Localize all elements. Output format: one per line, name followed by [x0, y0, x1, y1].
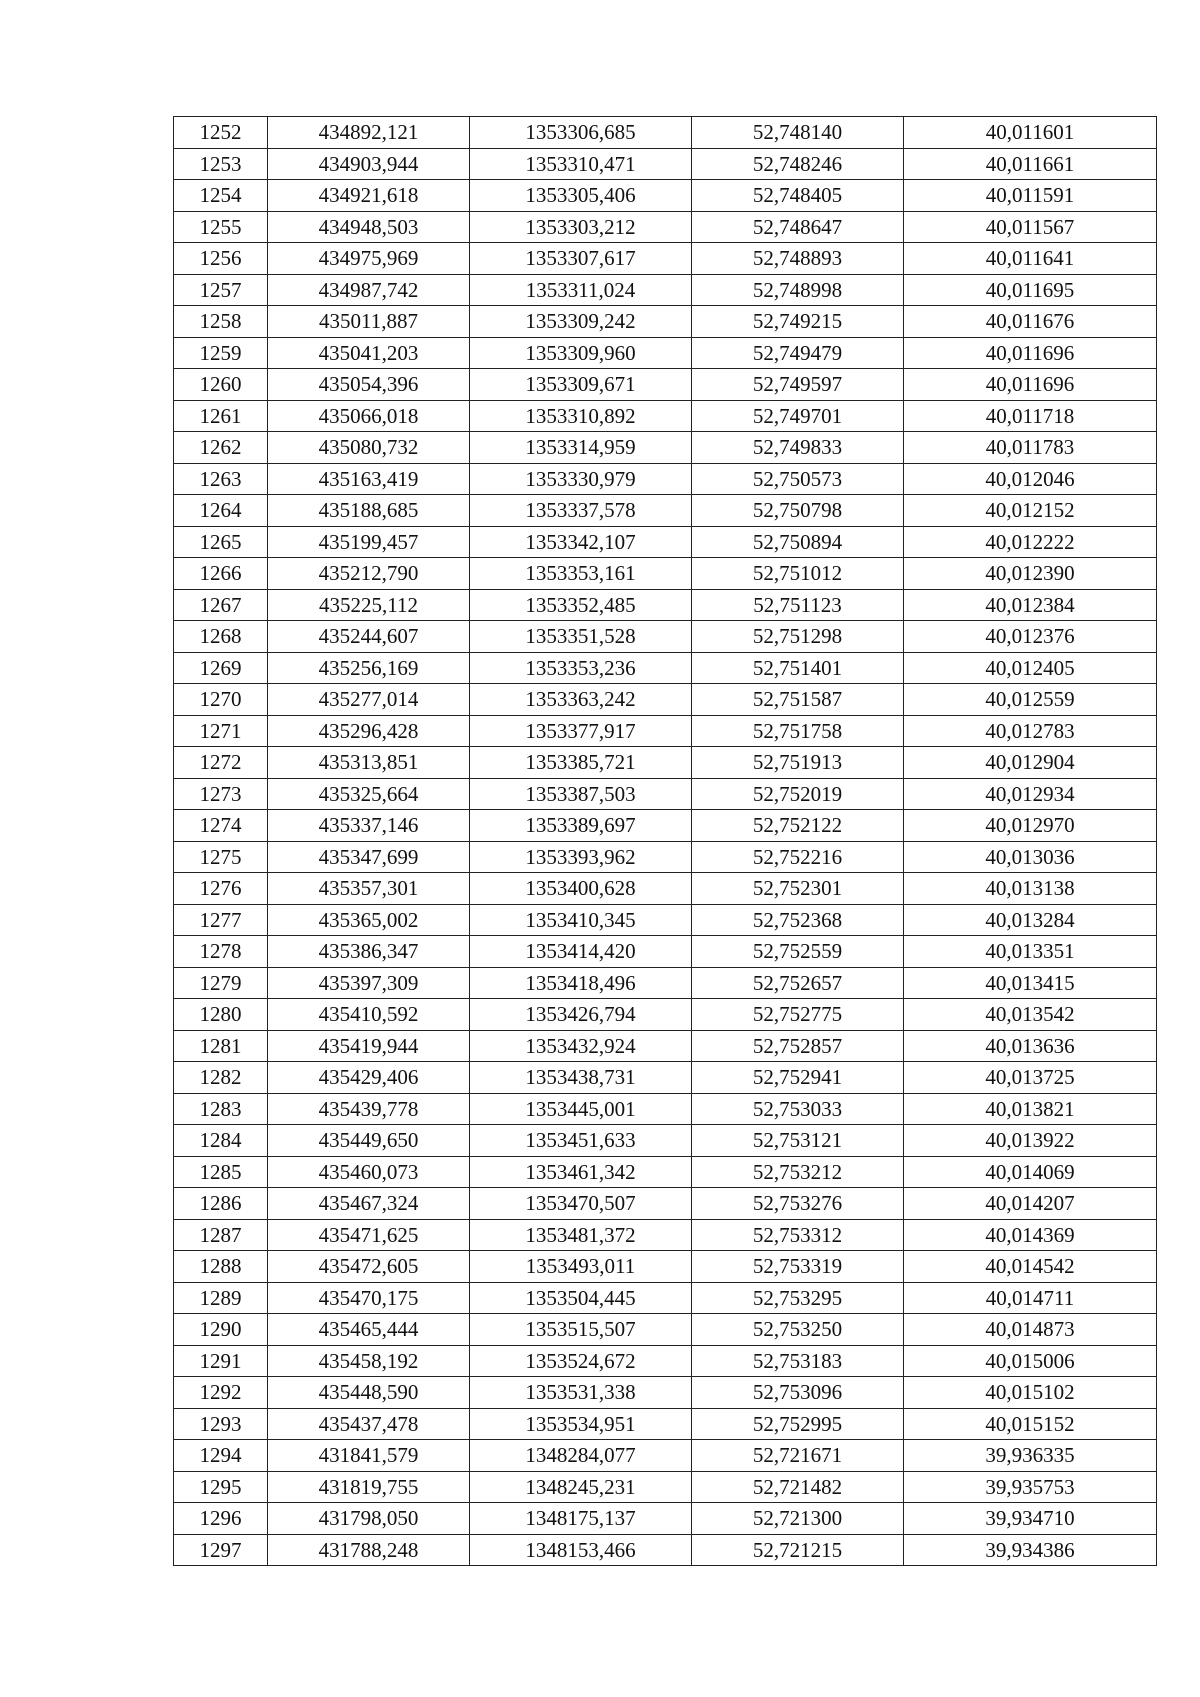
y-coordinate-cell: 1353387,503 [470, 778, 692, 810]
table-row [174, 1440, 1157, 1472]
longitude-cell: 40,012559 [904, 684, 1157, 716]
latitude-cell: 52,752301 [692, 873, 904, 905]
x-coordinate-cell: 435470,175 [268, 1282, 470, 1314]
longitude-cell: 40,011661 [904, 148, 1157, 180]
longitude-cell: 39,934386 [904, 1534, 1157, 1566]
point-number-cell: 1278 [174, 936, 268, 968]
x-coordinate-cell: 435465,444 [268, 1314, 470, 1346]
table-row [174, 1188, 1157, 1220]
latitude-cell: 52,753250 [692, 1314, 904, 1346]
x-coordinate-cell: 435429,406 [268, 1062, 470, 1094]
point-number-cell: 1263 [174, 463, 268, 495]
x-coordinate-cell: 435437,478 [268, 1408, 470, 1440]
x-coordinate-cell: 431841,579 [268, 1440, 470, 1472]
x-coordinate-cell: 435054,396 [268, 369, 470, 401]
y-coordinate-cell: 1353534,951 [470, 1408, 692, 1440]
table-row [174, 684, 1157, 716]
x-coordinate-cell: 434892,121 [268, 117, 470, 149]
point-number-cell: 1255 [174, 211, 268, 243]
table-row [174, 810, 1157, 842]
table-row [174, 1062, 1157, 1094]
y-coordinate-cell: 1353309,960 [470, 337, 692, 369]
point-number-cell: 1259 [174, 337, 268, 369]
table-row [174, 778, 1157, 810]
longitude-cell: 40,014369 [904, 1219, 1157, 1251]
longitude-cell: 40,014542 [904, 1251, 1157, 1283]
point-number-cell: 1292 [174, 1377, 268, 1409]
latitude-cell: 52,752368 [692, 904, 904, 936]
longitude-cell: 40,013036 [904, 841, 1157, 873]
table-row [174, 211, 1157, 243]
table-row [174, 337, 1157, 369]
table-row [174, 904, 1157, 936]
x-coordinate-cell: 435439,778 [268, 1093, 470, 1125]
latitude-cell: 52,753312 [692, 1219, 904, 1251]
longitude-cell: 40,012934 [904, 778, 1157, 810]
table-row [174, 621, 1157, 653]
longitude-cell: 40,013636 [904, 1030, 1157, 1062]
latitude-cell: 52,753096 [692, 1377, 904, 1409]
latitude-cell: 52,749215 [692, 306, 904, 338]
latitude-cell: 52,752657 [692, 967, 904, 999]
point-number-cell: 1262 [174, 432, 268, 464]
y-coordinate-cell: 1353307,617 [470, 243, 692, 275]
y-coordinate-cell: 1353310,471 [470, 148, 692, 180]
longitude-cell: 40,013351 [904, 936, 1157, 968]
point-number-cell: 1279 [174, 967, 268, 999]
x-coordinate-cell: 435041,203 [268, 337, 470, 369]
table-row [174, 180, 1157, 212]
point-number-cell: 1284 [174, 1125, 268, 1157]
x-coordinate-cell: 435163,419 [268, 463, 470, 495]
longitude-cell: 40,015152 [904, 1408, 1157, 1440]
table-row [174, 1408, 1157, 1440]
x-coordinate-cell: 435386,347 [268, 936, 470, 968]
point-number-cell: 1260 [174, 369, 268, 401]
x-coordinate-cell: 435419,944 [268, 1030, 470, 1062]
table-row [174, 369, 1157, 401]
y-coordinate-cell: 1353363,242 [470, 684, 692, 716]
point-number-cell: 1268 [174, 621, 268, 653]
table-row [174, 1345, 1157, 1377]
y-coordinate-cell: 1353432,924 [470, 1030, 692, 1062]
latitude-cell: 52,752216 [692, 841, 904, 873]
point-number-cell: 1275 [174, 841, 268, 873]
y-coordinate-cell: 1353311,024 [470, 274, 692, 306]
latitude-cell: 52,753033 [692, 1093, 904, 1125]
x-coordinate-cell: 435188,685 [268, 495, 470, 527]
y-coordinate-cell: 1353410,345 [470, 904, 692, 936]
x-coordinate-cell: 435397,309 [268, 967, 470, 999]
latitude-cell: 52,752941 [692, 1062, 904, 1094]
point-number-cell: 1252 [174, 117, 268, 149]
point-number-cell: 1274 [174, 810, 268, 842]
point-number-cell: 1280 [174, 999, 268, 1031]
longitude-cell: 40,011718 [904, 400, 1157, 432]
longitude-cell: 40,011696 [904, 337, 1157, 369]
x-coordinate-cell: 431819,755 [268, 1471, 470, 1503]
table-row [174, 1156, 1157, 1188]
y-coordinate-cell: 1348284,077 [470, 1440, 692, 1472]
y-coordinate-cell: 1353330,979 [470, 463, 692, 495]
x-coordinate-cell: 435066,018 [268, 400, 470, 432]
y-coordinate-cell: 1353481,372 [470, 1219, 692, 1251]
point-number-cell: 1258 [174, 306, 268, 338]
latitude-cell: 52,753319 [692, 1251, 904, 1283]
latitude-cell: 52,753121 [692, 1125, 904, 1157]
x-coordinate-cell: 435365,002 [268, 904, 470, 936]
point-number-cell: 1264 [174, 495, 268, 527]
point-number-cell: 1293 [174, 1408, 268, 1440]
latitude-cell: 52,749479 [692, 337, 904, 369]
y-coordinate-cell: 1353493,011 [470, 1251, 692, 1283]
y-coordinate-cell: 1353337,578 [470, 495, 692, 527]
latitude-cell: 52,752019 [692, 778, 904, 810]
longitude-cell: 40,013922 [904, 1125, 1157, 1157]
latitude-cell: 52,721215 [692, 1534, 904, 1566]
x-coordinate-cell: 431798,050 [268, 1503, 470, 1535]
y-coordinate-cell: 1353445,001 [470, 1093, 692, 1125]
table-row [174, 589, 1157, 621]
table-row [174, 652, 1157, 684]
y-coordinate-cell: 1353400,628 [470, 873, 692, 905]
longitude-cell: 40,013725 [904, 1062, 1157, 1094]
point-number-cell: 1295 [174, 1471, 268, 1503]
longitude-cell: 40,013542 [904, 999, 1157, 1031]
x-coordinate-cell: 434975,969 [268, 243, 470, 275]
table-row [174, 1503, 1157, 1535]
y-coordinate-cell: 1353309,242 [470, 306, 692, 338]
point-number-cell: 1253 [174, 148, 268, 180]
latitude-cell: 52,752995 [692, 1408, 904, 1440]
longitude-cell: 40,012384 [904, 589, 1157, 621]
table-row [174, 526, 1157, 558]
table-row [174, 243, 1157, 275]
point-number-cell: 1267 [174, 589, 268, 621]
y-coordinate-cell: 1348245,231 [470, 1471, 692, 1503]
longitude-cell: 40,011676 [904, 306, 1157, 338]
y-coordinate-cell: 1353353,161 [470, 558, 692, 590]
longitude-cell: 40,012405 [904, 652, 1157, 684]
table-row [174, 1377, 1157, 1409]
y-coordinate-cell: 1353418,496 [470, 967, 692, 999]
table-row [174, 1282, 1157, 1314]
latitude-cell: 52,721671 [692, 1440, 904, 1472]
y-coordinate-cell: 1353377,917 [470, 715, 692, 747]
coordinates-table [173, 116, 1157, 1566]
longitude-cell: 40,012904 [904, 747, 1157, 779]
table-row [174, 1093, 1157, 1125]
x-coordinate-cell: 435277,014 [268, 684, 470, 716]
latitude-cell: 52,751587 [692, 684, 904, 716]
x-coordinate-cell: 435244,607 [268, 621, 470, 653]
x-coordinate-cell: 435471,625 [268, 1219, 470, 1251]
longitude-cell: 40,012783 [904, 715, 1157, 747]
point-number-cell: 1270 [174, 684, 268, 716]
longitude-cell: 40,012376 [904, 621, 1157, 653]
latitude-cell: 52,748647 [692, 211, 904, 243]
x-coordinate-cell: 431788,248 [268, 1534, 470, 1566]
y-coordinate-cell: 1353353,236 [470, 652, 692, 684]
point-number-cell: 1271 [174, 715, 268, 747]
x-coordinate-cell: 435449,650 [268, 1125, 470, 1157]
point-number-cell: 1288 [174, 1251, 268, 1283]
point-number-cell: 1261 [174, 400, 268, 432]
point-number-cell: 1273 [174, 778, 268, 810]
y-coordinate-cell: 1353310,892 [470, 400, 692, 432]
point-number-cell: 1276 [174, 873, 268, 905]
point-number-cell: 1283 [174, 1093, 268, 1125]
x-coordinate-cell: 435325,664 [268, 778, 470, 810]
x-coordinate-cell: 434948,503 [268, 211, 470, 243]
longitude-cell: 40,012970 [904, 810, 1157, 842]
x-coordinate-cell: 435256,169 [268, 652, 470, 684]
latitude-cell: 52,753276 [692, 1188, 904, 1220]
point-number-cell: 1269 [174, 652, 268, 684]
table-row [174, 1471, 1157, 1503]
y-coordinate-cell: 1353515,507 [470, 1314, 692, 1346]
table-row [174, 117, 1157, 149]
point-number-cell: 1281 [174, 1030, 268, 1062]
x-coordinate-cell: 435347,699 [268, 841, 470, 873]
longitude-cell: 40,011695 [904, 274, 1157, 306]
latitude-cell: 52,751913 [692, 747, 904, 779]
y-coordinate-cell: 1353314,959 [470, 432, 692, 464]
point-number-cell: 1285 [174, 1156, 268, 1188]
longitude-cell: 40,011601 [904, 117, 1157, 149]
table-row [174, 274, 1157, 306]
table-row [174, 432, 1157, 464]
y-coordinate-cell: 1353351,528 [470, 621, 692, 653]
y-coordinate-cell: 1353393,962 [470, 841, 692, 873]
point-number-cell: 1277 [174, 904, 268, 936]
y-coordinate-cell: 1353461,342 [470, 1156, 692, 1188]
longitude-cell: 40,012390 [904, 558, 1157, 590]
table-row [174, 873, 1157, 905]
longitude-cell: 40,012046 [904, 463, 1157, 495]
x-coordinate-cell: 435410,592 [268, 999, 470, 1031]
longitude-cell: 40,012222 [904, 526, 1157, 558]
longitude-cell: 40,011591 [904, 180, 1157, 212]
x-coordinate-cell: 434987,742 [268, 274, 470, 306]
y-coordinate-cell: 1353303,212 [470, 211, 692, 243]
x-coordinate-cell: 435212,790 [268, 558, 470, 590]
y-coordinate-cell: 1353531,338 [470, 1377, 692, 1409]
latitude-cell: 52,749701 [692, 400, 904, 432]
table-row [174, 1030, 1157, 1062]
x-coordinate-cell: 435080,732 [268, 432, 470, 464]
table-row [174, 967, 1157, 999]
latitude-cell: 52,751298 [692, 621, 904, 653]
longitude-cell: 40,013138 [904, 873, 1157, 905]
latitude-cell: 52,752775 [692, 999, 904, 1031]
coordinates-table-body [174, 117, 1157, 1566]
point-number-cell: 1265 [174, 526, 268, 558]
longitude-cell: 40,011567 [904, 211, 1157, 243]
latitude-cell: 52,721300 [692, 1503, 904, 1535]
latitude-cell: 52,749833 [692, 432, 904, 464]
y-coordinate-cell: 1353305,406 [470, 180, 692, 212]
x-coordinate-cell: 435467,324 [268, 1188, 470, 1220]
longitude-cell: 40,012152 [904, 495, 1157, 527]
x-coordinate-cell: 435472,605 [268, 1251, 470, 1283]
point-number-cell: 1272 [174, 747, 268, 779]
longitude-cell: 39,935753 [904, 1471, 1157, 1503]
y-coordinate-cell: 1348153,466 [470, 1534, 692, 1566]
point-number-cell: 1254 [174, 180, 268, 212]
latitude-cell: 52,753295 [692, 1282, 904, 1314]
x-coordinate-cell: 434921,618 [268, 180, 470, 212]
longitude-cell: 40,014711 [904, 1282, 1157, 1314]
longitude-cell: 40,014207 [904, 1188, 1157, 1220]
table-row [174, 1125, 1157, 1157]
longitude-cell: 40,011641 [904, 243, 1157, 275]
table-row [174, 715, 1157, 747]
latitude-cell: 52,751758 [692, 715, 904, 747]
longitude-cell: 40,011696 [904, 369, 1157, 401]
longitude-cell: 40,015006 [904, 1345, 1157, 1377]
table-row [174, 400, 1157, 432]
point-number-cell: 1266 [174, 558, 268, 590]
y-coordinate-cell: 1353389,697 [470, 810, 692, 842]
longitude-cell: 40,015102 [904, 1377, 1157, 1409]
latitude-cell: 52,752559 [692, 936, 904, 968]
table-row [174, 463, 1157, 495]
longitude-cell: 39,934710 [904, 1503, 1157, 1535]
table-row [174, 558, 1157, 590]
x-coordinate-cell: 435448,590 [268, 1377, 470, 1409]
x-coordinate-cell: 435337,146 [268, 810, 470, 842]
table-row [174, 1314, 1157, 1346]
point-number-cell: 1290 [174, 1314, 268, 1346]
table-row [174, 936, 1157, 968]
y-coordinate-cell: 1353309,671 [470, 369, 692, 401]
latitude-cell: 52,752857 [692, 1030, 904, 1062]
point-number-cell: 1289 [174, 1282, 268, 1314]
longitude-cell: 40,014069 [904, 1156, 1157, 1188]
table-row [174, 1534, 1157, 1566]
latitude-cell: 52,750573 [692, 463, 904, 495]
y-coordinate-cell: 1353524,672 [470, 1345, 692, 1377]
y-coordinate-cell: 1353470,507 [470, 1188, 692, 1220]
latitude-cell: 52,748405 [692, 180, 904, 212]
y-coordinate-cell: 1353438,731 [470, 1062, 692, 1094]
table-row [174, 306, 1157, 338]
latitude-cell: 52,753212 [692, 1156, 904, 1188]
longitude-cell: 40,013415 [904, 967, 1157, 999]
latitude-cell: 52,751123 [692, 589, 904, 621]
table-row [174, 1251, 1157, 1283]
x-coordinate-cell: 435296,428 [268, 715, 470, 747]
y-coordinate-cell: 1348175,137 [470, 1503, 692, 1535]
longitude-cell: 40,014873 [904, 1314, 1157, 1346]
longitude-cell: 40,013284 [904, 904, 1157, 936]
longitude-cell: 40,013821 [904, 1093, 1157, 1125]
latitude-cell: 52,748893 [692, 243, 904, 275]
point-number-cell: 1291 [174, 1345, 268, 1377]
latitude-cell: 52,748246 [692, 148, 904, 180]
point-number-cell: 1294 [174, 1440, 268, 1472]
latitude-cell: 52,750894 [692, 526, 904, 558]
point-number-cell: 1286 [174, 1188, 268, 1220]
table-row [174, 841, 1157, 873]
latitude-cell: 52,721482 [692, 1471, 904, 1503]
x-coordinate-cell: 435458,192 [268, 1345, 470, 1377]
x-coordinate-cell: 435011,887 [268, 306, 470, 338]
x-coordinate-cell: 435199,457 [268, 526, 470, 558]
y-coordinate-cell: 1353306,685 [470, 117, 692, 149]
table-row [174, 148, 1157, 180]
y-coordinate-cell: 1353504,445 [470, 1282, 692, 1314]
point-number-cell: 1297 [174, 1534, 268, 1566]
y-coordinate-cell: 1353414,420 [470, 936, 692, 968]
latitude-cell: 52,751401 [692, 652, 904, 684]
latitude-cell: 52,751012 [692, 558, 904, 590]
longitude-cell: 40,011783 [904, 432, 1157, 464]
point-number-cell: 1256 [174, 243, 268, 275]
longitude-cell: 39,936335 [904, 1440, 1157, 1472]
x-coordinate-cell: 435460,073 [268, 1156, 470, 1188]
latitude-cell: 52,748140 [692, 117, 904, 149]
x-coordinate-cell: 435225,112 [268, 589, 470, 621]
point-number-cell: 1287 [174, 1219, 268, 1251]
point-number-cell: 1282 [174, 1062, 268, 1094]
y-coordinate-cell: 1353342,107 [470, 526, 692, 558]
y-coordinate-cell: 1353451,633 [470, 1125, 692, 1157]
x-coordinate-cell: 435357,301 [268, 873, 470, 905]
latitude-cell: 52,753183 [692, 1345, 904, 1377]
y-coordinate-cell: 1353385,721 [470, 747, 692, 779]
latitude-cell: 52,749597 [692, 369, 904, 401]
y-coordinate-cell: 1353426,794 [470, 999, 692, 1031]
table-row [174, 1219, 1157, 1251]
point-number-cell: 1257 [174, 274, 268, 306]
x-coordinate-cell: 434903,944 [268, 148, 470, 180]
latitude-cell: 52,752122 [692, 810, 904, 842]
point-number-cell: 1296 [174, 1503, 268, 1535]
table-row [174, 495, 1157, 527]
latitude-cell: 52,748998 [692, 274, 904, 306]
x-coordinate-cell: 435313,851 [268, 747, 470, 779]
table-row [174, 747, 1157, 779]
table-row [174, 999, 1157, 1031]
y-coordinate-cell: 1353352,485 [470, 589, 692, 621]
latitude-cell: 52,750798 [692, 495, 904, 527]
